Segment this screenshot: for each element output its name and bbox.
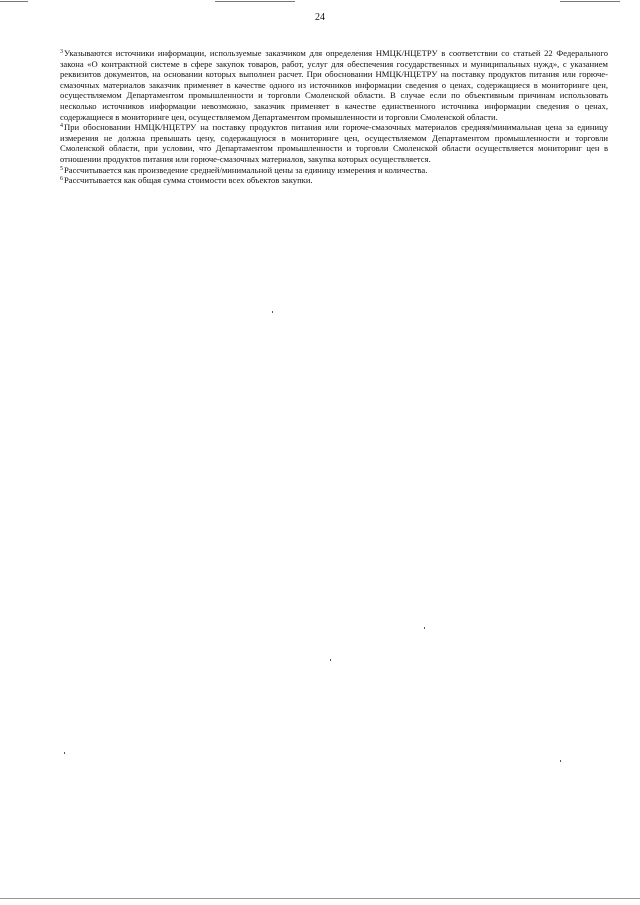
footnote-text: При обосновании НМЦК/НЦЕТРУ на поставку продуктов питания или горюче-смазочных материалов средняя/минимальная цена за единицу измерения не должна превышать цену, содержащуюся в мониторинге цен, осуществляемом Департаментом промышленности и торговли Смоленской области, при условии, что Департаментом промышленности и торговли Смоленской области осуществляется мониторинг цен в отношении продуктов питания или горюче-смазочных материалов, закупка которых осуществляется. [60, 122, 608, 164]
footnote-5 [60, 165, 608, 176]
footnote-marker: 5 [60, 165, 63, 172]
footnote-4 [60, 122, 608, 164]
scan-speck [64, 752, 65, 754]
footnote-text: Рассчитывается как произведение средней/минимальной цены за единицу измерения и количества. [64, 164, 428, 175]
scan-speck [330, 659, 331, 661]
scan-edge-line [0, 1, 28, 2]
footnote-marker: 4 [60, 123, 63, 130]
scan-edge-line [215, 1, 295, 2]
footnote-text: Рассчитывается как общая сумма стоимости всех объектов закупки. [64, 175, 313, 186]
scan-speck [272, 311, 273, 313]
footnote-6 [60, 175, 608, 186]
scan-speck [560, 760, 561, 762]
scan-edge-line [560, 1, 620, 2]
footnote-text: Указываются источники информации, используемые заказчиком для определения НМЦК/НЦЕТРУ в соответствии со статьей 22 Федерального закона «О контрактной системе в сфере закупок товаров, работ, услуг для обеспечения государственных и муниципальных нужд», с указанием реквизитов документов, на основании которых выполнен расчет. При обосновании НМЦК/НЦЕТРУ на поставку продуктов питания или горюче-смазочных материалов заказчик применяет в качестве одного из источников информации сведения о ценах, содержащиеся в мониторинге цен, осуществляемом Департаментом промышленности и торговли Смоленской области. В случае если по объективным причинам использовать несколько источников информации невозможно, заказчик применяет в качестве единственного источника информации сведения о ценах, содержащиеся в мониторинге цен, осуществляемом Департаментом промышленности и торговли Смоленской области. [60, 48, 608, 122]
footnote-3 [60, 48, 608, 122]
footnote-marker: 6 [60, 176, 63, 183]
scan-speck [424, 627, 425, 629]
footnotes-block [60, 48, 608, 186]
footnote-marker: 3 [60, 49, 63, 55]
page-number: 24 [315, 12, 325, 23]
scan-edge-line [0, 898, 640, 899]
